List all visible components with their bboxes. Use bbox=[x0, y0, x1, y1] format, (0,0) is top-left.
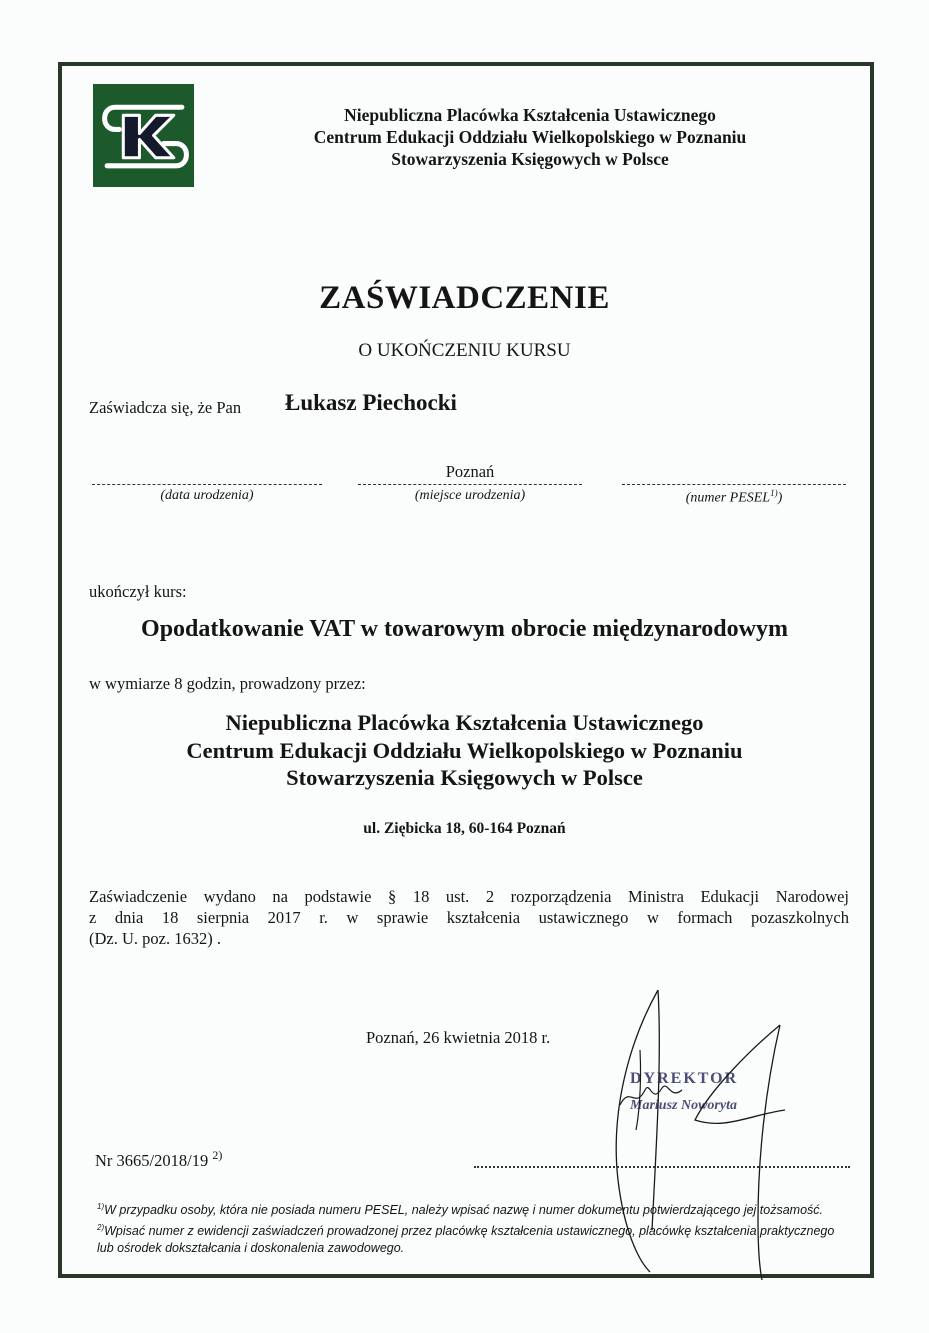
person-name: Łukasz Piechocki bbox=[285, 390, 457, 415]
birth-date-label: (data urodzenia) bbox=[160, 488, 254, 503]
stamp-person: Mariusz Noworyta bbox=[630, 1098, 737, 1113]
birth-date-value bbox=[92, 462, 322, 482]
footnote-2 bbox=[97, 1219, 837, 1257]
footnote-ref: 2) bbox=[212, 1148, 223, 1162]
course-name: Opodatkowanie VAT w towarowym obrocie międzynarodowym bbox=[141, 616, 788, 642]
pesel-label bbox=[622, 488, 846, 507]
place-and-date: Poznań, 26 kwietnia 2018 r. bbox=[366, 1028, 551, 1047]
stamp-role: DYREKTOR bbox=[630, 1070, 739, 1087]
registration-number-text: Nr 3665/2018/19 bbox=[95, 1151, 209, 1170]
footnote-mark: 2) bbox=[97, 1223, 105, 1232]
certificate-subtitle: O UKOŃCZENIU KURSU bbox=[358, 340, 571, 361]
certificate-title: ZAŚWIADCZENIE bbox=[319, 280, 610, 316]
dashed-line bbox=[358, 484, 582, 485]
sk-logo-graphic bbox=[93, 84, 194, 187]
course-provider bbox=[0, 709, 929, 792]
header-org-line: Niepubliczna Placówka Kształcenia Ustawicznego bbox=[344, 105, 716, 125]
pesel-value bbox=[622, 462, 846, 482]
dashed-line bbox=[622, 484, 846, 485]
legal-basis bbox=[89, 886, 849, 949]
completed-label: ukończył kurs: bbox=[89, 582, 187, 601]
certificate-intro: Zaświadcza się, że Pan bbox=[89, 398, 242, 417]
provider-line: Stowarzyszenia Księgowych w Polsce bbox=[286, 765, 643, 790]
pesel-field bbox=[622, 462, 846, 507]
birth-date-field bbox=[92, 462, 322, 504]
sk-logo-icon bbox=[93, 84, 194, 187]
legal-line: (Dz. U. poz. 1632) . bbox=[89, 929, 221, 948]
footnote-1 bbox=[97, 1198, 837, 1219]
footnote-mark: 1) bbox=[97, 1202, 105, 1211]
registration-number bbox=[95, 1148, 222, 1171]
birth-place-value: Poznań bbox=[445, 462, 495, 481]
dashed-line bbox=[92, 484, 322, 485]
header-org-line: Centrum Edukacji Oddziału Wielkopolskiego w Poznaniu bbox=[313, 127, 747, 147]
pesel-label-text: (numer PESEL bbox=[685, 490, 771, 506]
provider-line: Niepubliczna Placówka Kształcenia Ustawicznego bbox=[225, 710, 704, 735]
legal-line: z dnia 18 sierpnia 2017 r. w sprawie kształcenia ustawicznego w formach pozaszkolnych bbox=[89, 908, 849, 927]
signature-dotted-line bbox=[474, 1166, 850, 1168]
footnotes bbox=[97, 1198, 837, 1257]
birth-place-field bbox=[358, 462, 582, 504]
footnote-ref: 1) bbox=[770, 488, 778, 498]
provider-line: Centrum Edukacji Oddziału Wielkopolskiego w Poznaniu bbox=[186, 737, 743, 763]
header-org-line: Stowarzyszenia Księgowych w Polsce bbox=[391, 149, 669, 169]
footnote-text: W przypadku osoby, która nie posiada numeru PESEL, należy wpisać nazwę i numer dokumentu potwierdzającego jej tożsamość. bbox=[104, 1203, 824, 1217]
course-scope: w wymiarze 8 godzin, prowadzony przez: bbox=[89, 674, 366, 693]
footnote-text: Wpisać numer z ewidencji zaświadczeń prowadzonej przez placówkę kształcenia ustawicznego, placówkę kształcenia praktycznego lub ośrodek dokształcania i doskonalenia zawodowego. bbox=[97, 1224, 835, 1255]
header-organization bbox=[250, 104, 810, 170]
legal-line: Zaświadczenie wydano na podstawie § 18 ust. 2 rozporządzenia Ministra Edukacji Narodowej bbox=[89, 887, 849, 906]
provider-address: ul. Ziębicka 18, 60-164 Poznań bbox=[363, 820, 566, 837]
birth-place-label: (miejsce urodzenia) bbox=[414, 488, 526, 503]
pesel-label-end: ) bbox=[777, 490, 783, 506]
